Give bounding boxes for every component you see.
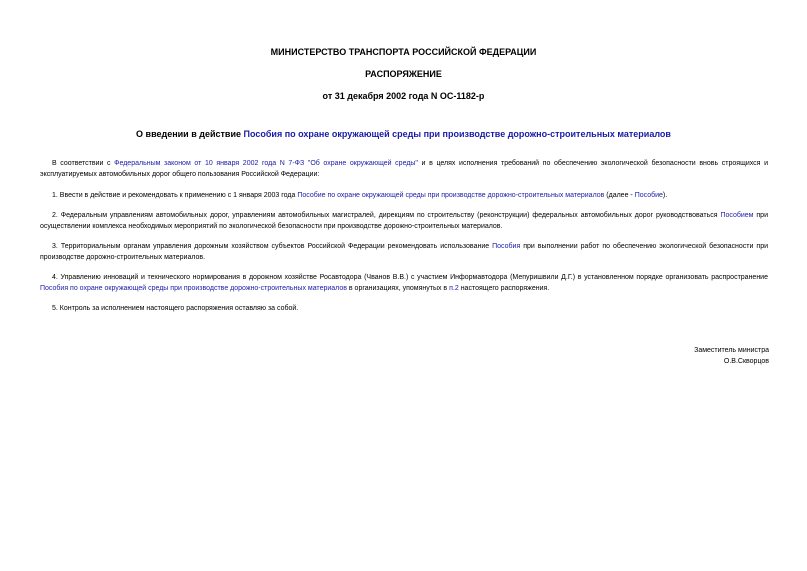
paragraph-2-text-1: 2. Федеральным управлениям автомобильных дорог, управлениям автомобильных магистралей, дирекциям по строительству (реконструкции) федеральных автомобильных дорог руководствоваться xyxy=(52,212,721,219)
subject-link[interactable]: Пособия по охране окружающей среды при производстве дорожно-строительных материалов xyxy=(243,129,671,139)
manual-short-link[interactable]: Пособие xyxy=(634,192,663,199)
preamble-text-1: В соответствии с xyxy=(52,160,115,167)
item-2-link[interactable]: п.2 xyxy=(449,285,459,292)
signature-block xyxy=(569,345,769,367)
paragraph-1-text-1: 1. Ввести в действие и рекомендовать к применению с 1 января 2003 года xyxy=(52,192,298,199)
paragraph-3-text-1: 3. Территориальным органам управления дорожным хозяйством субъектов Российской Федерации рекомендовать использование xyxy=(52,243,493,250)
document-type: РАСПОРЯЖЕНИЕ xyxy=(365,69,442,79)
manual-full-link[interactable]: Пособия по охране окружающей среды при производстве дорожно-строительных материалов xyxy=(40,285,347,292)
manual-genitive-link[interactable]: Пособия xyxy=(492,243,521,250)
paragraph-3-text-2: при выполнении работ по обеспечению экологической безопасности при производстве дорожно-строительных материалов. xyxy=(40,243,769,261)
document-date-number: от 31 декабря 2002 года N ОС-1182-р xyxy=(322,91,485,101)
paragraph-2-text-2: при осуществлении комплекса необходимых мероприятий по экологической безопасности при производстве дорожно-строительных материалов. xyxy=(40,212,768,230)
paragraph-4-text-2: в организациях, упомянутых в xyxy=(346,285,450,292)
federal-law-link[interactable]: Федеральным законом от 10 января 2002 года N 7-ФЗ "Об охране окружающей среды" xyxy=(114,160,418,167)
paragraph-1-text-3: ). xyxy=(662,192,668,199)
paragraph-1-text-2: (далее - xyxy=(604,192,635,199)
paragraph-5-text-1: 5. Контроль за исполнением настоящего распоряжения оставляю за собой. xyxy=(52,305,299,312)
paragraph-preamble xyxy=(40,158,768,180)
paragraph-3 xyxy=(40,241,768,263)
preamble-text-2: и в целях исполнения требований по обеспечению экологической безопасности вновь строящихся и эксплуатируемых автомобильных дорог общего пользования Российской Федерации: xyxy=(40,160,768,178)
document-subject xyxy=(0,129,807,139)
ministry-title: МИНИСТЕРСТВО ТРАНСПОРТА РОССИЙСКОЙ ФЕДЕРАЦИИ xyxy=(270,47,537,57)
paragraph-4-text-3: настоящего распоряжения. xyxy=(458,285,550,292)
paragraph-2 xyxy=(40,210,768,232)
manual-link[interactable]: Пособие по охране окружающей среды при производстве дорожно-строительных материалов xyxy=(297,192,605,199)
paragraph-4 xyxy=(40,272,768,294)
signatory-position: Заместитель министра xyxy=(694,347,769,354)
paragraph-1 xyxy=(40,190,768,201)
paragraph-5 xyxy=(40,303,768,314)
signatory-name: О.В.Скворцов xyxy=(723,358,769,365)
manual-instrumental-link[interactable]: Пособием xyxy=(720,212,754,219)
subject-prefix: О введении в действие xyxy=(136,129,244,139)
paragraph-4-text-1: 4. Управлению инноваций и технического нормирования в дорожном хозяйстве Росавтодора (Чванов В.В.) с участием Информавтодора (Мепуришвили Д.Г.) в установленном порядке организовать распространение xyxy=(52,274,768,281)
